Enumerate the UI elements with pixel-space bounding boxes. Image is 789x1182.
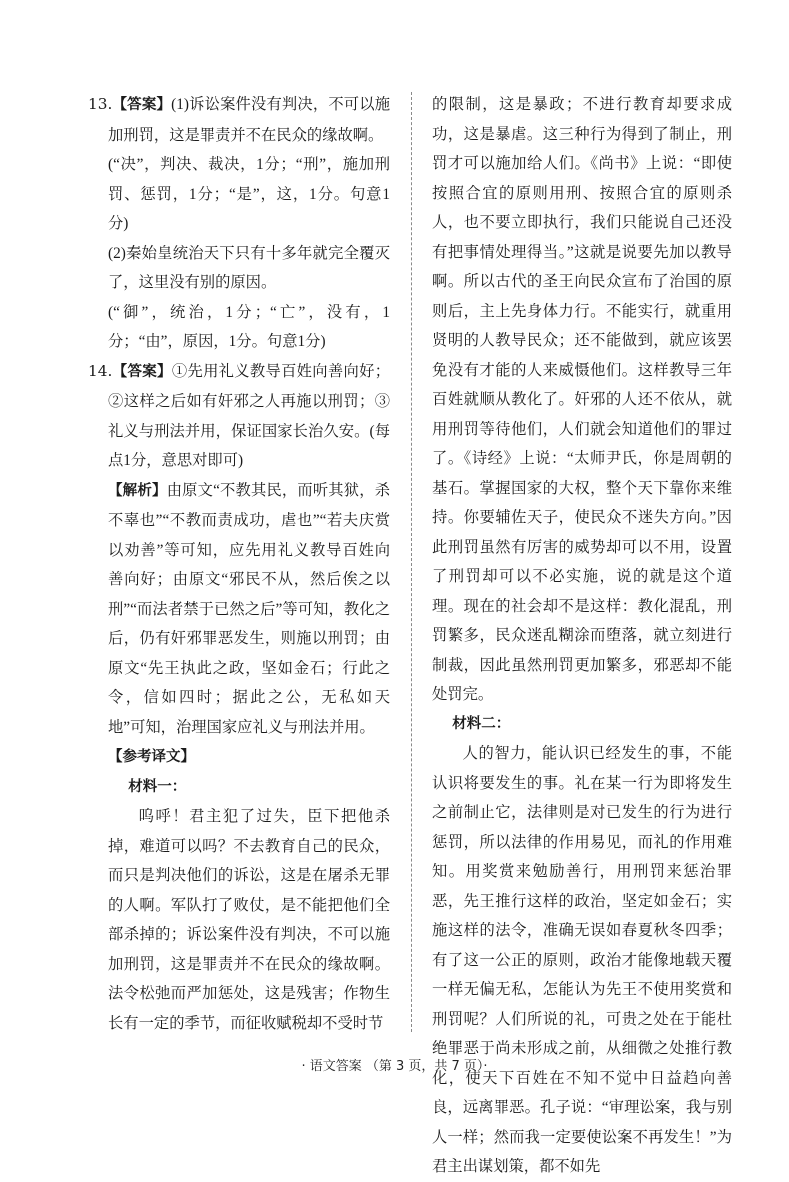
material2-title: 材料二： [452,715,511,732]
q13-part2: (2)秦始皇统治天下只有十多年就完全覆灭了，这里没有别的原因。 [108,244,390,291]
q14-answer-text: ①先用礼义教导百姓向善向好；②这样之后如有奸邪之人再施以刑罚；③礼义与刑法并用，保证国家长治久安。(每点1分，意思对即可) [108,362,390,469]
material1-continued: 的限制，这是暴政；不进行教育却要求成功，这是暴虐。这三种行为得到了制止，刑罚才可以施加给人们。《尚书》上说：“即使按照合宜的原则用刑、按照合宜的原则杀人，也不要立即执行，我们只能说自己还没有把事情处理得当。”这就是说要先加以教导啊。所以古代的圣王向民众宣布了治国的原则后，主上先身体力行。不能实行，就重用贤明的人教导民众；还不能做到，就应该罢免没有才能的人来威慑他们。这样教导三年百姓就顺从教化了。奸邪的人还不依从，就用刑罚等待他们，人们就会知道他们的罪过了。《诗经》上说：“太师尹氏，你是周朝的基石。掌握国家的大权，整个天下靠你来维持。你要辅佐天子，使民众不迷失方向。”因此刑罚虽然有厉害的威势却可以不用，设置了刑罚却可以不必实施，说的就是这个道理。现在的社会却不是这样：教化混乱，刑罚繁多，民众迷乱糊涂而堕落，就立刻进行制裁，因此虽然刑罚更加繁多，邪恶却不能处罚完。 [432,96,732,703]
q14-analysis [88,476,390,743]
material1-text [88,802,390,1038]
q13-number: 13. [88,95,113,113]
translation-tag: 【参考译文】 [108,749,195,765]
q13-part1-score: (“决”，判决、裁决，1分；“刑”，施加刑罚、惩罚，1分；“是”，这，1分。句意1分) [108,156,390,232]
material1-title: 材料一： [128,778,187,795]
q14-answer [88,357,390,476]
q13-part1-text: (1)诉讼案件没有判决，不可以施加刑罚，这是罪责并不在民众的缘故啊。 [108,96,390,144]
q14-number: 14. [88,361,113,380]
q14-analysis-tag: 【解析】 [108,482,167,499]
material2-text: 人的智力，能认识已经发生的事，不能认识将要发生的事。礼在某一行为即将发生之前制止它，法律则是对已发生的行为进行惩罚，所以法律的作用易见，而礼的作用难知。用奖赏来勉励善行，用刑罚来惩治罪恶，先王推行这样的政治，坚定如金石；实施这样的法令，准确无误如春夏秋冬四季；有了这一公正的原则，政治才能像地载天覆一样无偏无私，怎能认为先王不使用奖赏和刑罚呢？人们所说的礼，可贵之处在于能杜绝罪恶于尚未形成之前，从细微之处推行教化，使天下百姓在不知不觉中日益趋向善良，远离罪恶。孔子说：“审理讼案，我与别人一样；然而我一定要使讼案不再发生！”为君主出谋划策，都不如先 [432,745,732,1175]
q13-answer-tag: 【答案】 [112,97,172,113]
material1-body: 呜呼！君主犯了过失，臣下把他杀掉，难道可以吗？不去教育自己的民众，而只是判决他们的诉讼，这是在屠杀无罪的人啊。军队打了败仗，是不能把他们全部杀掉的；诉讼案件没有判决，不可以施加刑罚，这是罪责并不在民众的缘故啊。法令松弛而严加惩处，这是残害；作物生长有一定的季节，而征收赋税却不受时节 [108,808,390,1032]
q13-part1 [88,90,390,150]
page-footer: · 语文答案 （第 3 页，共 7 页）· [301,1059,488,1074]
q14-answer-tag: 【答案】 [112,363,172,380]
right-column [432,90,732,1182]
left-column [88,90,390,1038]
translation-heading [88,742,390,773]
q13-part2-score: (“御”，统治，1分；“亡”，没有，1分；“由”，原因，1分。句意1分) [108,303,390,350]
column-divider [411,92,412,1032]
q14-analysis-text: 由原文“不教其民，而听其狱，杀不辜也”“不教而责成功，虐也”“若夫庆赏以劝善”等可知，应先用礼义教导百姓向善向好；由原文“邪民不从，然后俟之以刑”“而法者禁于已然之后”等可知，教化之后，仍有奸邪罪恶发生，则施以刑罚；由原文“先王执此之政，坚如金石；行此之令，信如四时；据此之公，无私如天地”可知，治理国家应礼义与刑法并用。 [108,481,391,736]
